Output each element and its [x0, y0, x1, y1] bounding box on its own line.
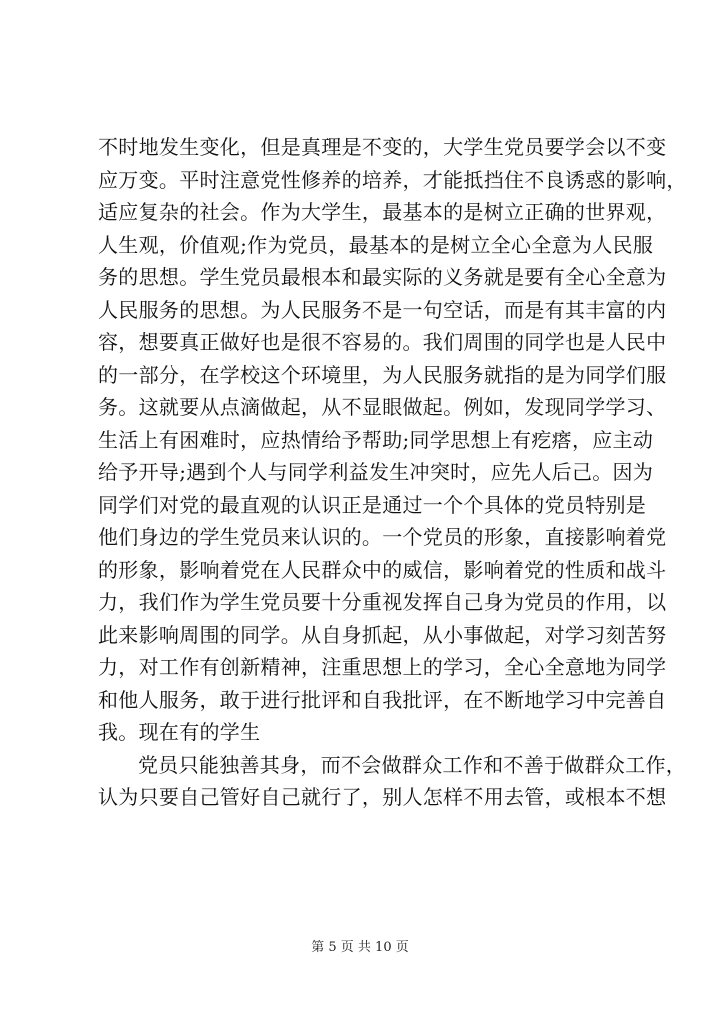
- text-line: 同学们对党的最直观的认识正是通过一个个具体的党员特别是: [98, 492, 647, 517]
- text-line: 给予开导;遇到个人与同学利益发生冲突时，应先人后己。因为: [98, 460, 654, 484]
- page-number-footer: 第 5 页 共 10 页: [311, 940, 409, 955]
- text-line: 力，我们作为学生党员要十分重视发挥自己身为党员的作用，以: [98, 590, 667, 614]
- text-line: 和他人服务，敢于进行批评和自我批评，在不断地学习中完善自: [98, 687, 667, 712]
- paragraph-2: [98, 749, 687, 814]
- text-line: 适应复杂的社会。作为大学生，最基本的是树立正确的世界观，: [98, 200, 667, 224]
- text-line: 的一部分，在学校这个环境里，为人民服务就指的是为同学们服: [98, 362, 667, 387]
- text-line: 我。现在有的学生: [98, 720, 261, 744]
- text-line: 人生观，价值观;作为党员，最基本的是树立全心全意为人民服: [98, 232, 654, 257]
- text-line: 应万变。平时注意党性修养的培养，才能抵挡住不良诱惑的影响，: [98, 167, 687, 192]
- text-line: 党员只能独善其身，而不会做群众工作和不善于做群众工作，: [138, 752, 687, 777]
- paragraph-1: [98, 131, 687, 749]
- text-line: 容，想要真正做好也是很不容易的。我们周围的同学也是人民中: [98, 330, 667, 354]
- text-line: 力，对工作有创新精神，注重思想上的学习，全心全意地为同学: [98, 655, 667, 679]
- text-line: 此来影响周围的同学。从自身抓起，从小事做起，对学习刻苦努: [98, 622, 667, 647]
- text-line: 他们身边的学生党员来认识的。一个党员的形象，直接影响着党: [98, 525, 667, 549]
- text-line: 的形象，影响着党在人民群众中的威信，影响着党的性质和战斗: [98, 557, 667, 582]
- text-line: 认为只要自己管好自己就行了，别人怎样不用去管，或根本不想: [98, 785, 667, 809]
- text-line: 生活上有困难时，应热情给予帮助;同学思想上有疙瘩，应主动: [98, 427, 654, 452]
- text-line: 务的思想。学生党员最根本和最实际的义务就是要有全心全意为: [98, 265, 667, 289]
- document-body: [98, 131, 687, 814]
- text-line: 人民服务的思想。为人民服务不是一句空话，而是有其丰富的内: [98, 297, 667, 322]
- text-line: 不时地发生变化，但是真理是不变的，大学生党员要学会以不变: [98, 135, 667, 159]
- text-line: 务。这就要从点滴做起，从不显眼做起。例如，发现同学学习、: [98, 395, 667, 419]
